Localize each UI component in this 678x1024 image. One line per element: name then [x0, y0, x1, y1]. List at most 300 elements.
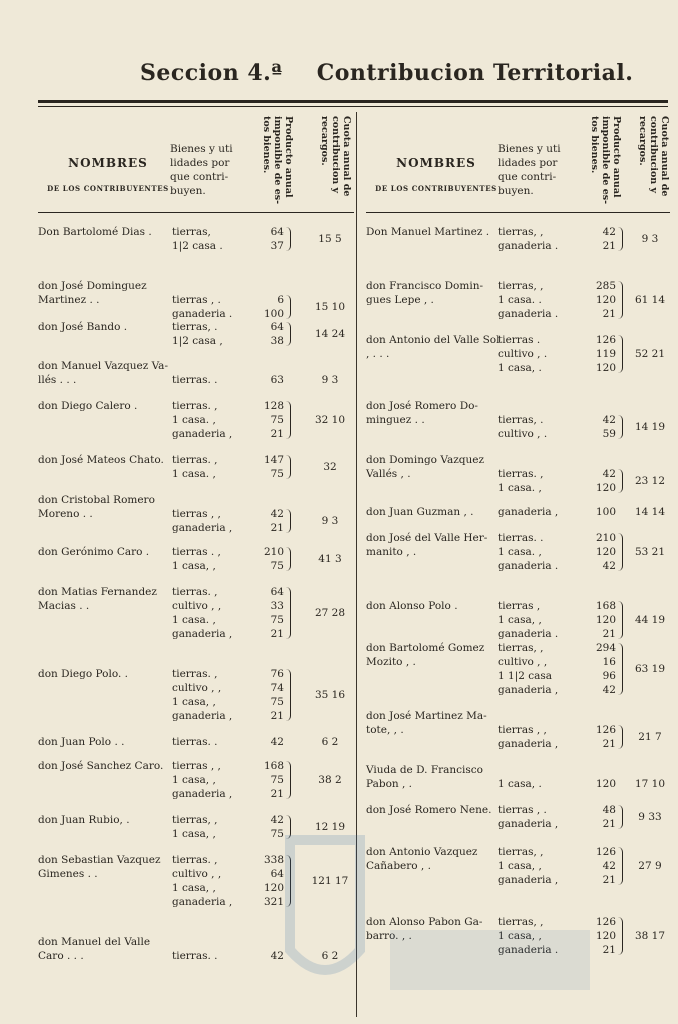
group-bracket	[618, 469, 623, 493]
bienes-item	[498, 347, 616, 361]
bienes-label: ganaderia ,	[498, 684, 559, 696]
producto-value: 21	[602, 628, 616, 640]
bienes-item	[172, 239, 284, 253]
contributor-name: don José Martinez Ma- tote, , .	[366, 710, 487, 736]
bienes-label: 1 casa, .	[498, 778, 542, 790]
bienes-item	[172, 453, 284, 467]
contributor-name: don Sebastian Vazquez Gimenes . .	[38, 854, 161, 880]
bienes-item	[172, 585, 284, 599]
bienes-label: 1 casa, ,	[498, 860, 542, 872]
bienes-item	[498, 505, 616, 519]
bienes-item	[498, 669, 616, 683]
bienes-list	[172, 507, 284, 535]
group-bracket	[618, 643, 623, 695]
bienes-label: ganaderia ,	[172, 428, 233, 440]
producto-value: 120	[263, 882, 284, 894]
bienes-item	[498, 723, 616, 737]
contributor-name: don Matias Fernandez Macias . .	[38, 586, 157, 612]
group-bracket	[286, 455, 291, 479]
cuota-value: 12 19	[314, 821, 346, 833]
cuota-value: 23 12	[634, 475, 666, 487]
contributor-name: don José Romero Nene.	[366, 804, 492, 816]
bienes-label: tierras , ,	[172, 508, 221, 520]
contributor-name: don Antonio del Valle Sol , . . .	[366, 334, 500, 360]
bienes-header: Bienes y uti lidades por que contri- buyen.	[170, 143, 233, 197]
bienes-label: ganaderia ,	[172, 522, 233, 534]
cuota-value: 41 3	[318, 553, 342, 565]
bienes-label: 1 casa, ,	[172, 560, 216, 572]
bienes-list	[172, 225, 284, 253]
bienes-list	[498, 279, 616, 321]
bienes-label: ganaderia ,	[498, 738, 559, 750]
producto-value: 75	[270, 696, 284, 708]
cuota-value: 17 10	[634, 778, 666, 790]
producto-value: 21	[602, 308, 616, 320]
cuota-value: 27 9	[638, 860, 662, 872]
bienes-label: tierras. ,	[172, 854, 218, 866]
bienes-label: tierras, ,	[498, 226, 544, 238]
bienes-list	[172, 399, 284, 441]
cuota-value: 53 21	[634, 546, 666, 558]
cuota-value: 14 24	[314, 328, 346, 340]
contributor-name: don José Mateos Chato.	[38, 454, 164, 466]
cuota-value: 14 14	[634, 506, 666, 518]
producto-value: 48	[602, 804, 616, 816]
producto-value: 75	[270, 560, 284, 572]
contributor-name: don Juan Polo . .	[38, 736, 125, 748]
producto-value: 126	[595, 846, 616, 858]
bienes-item	[498, 545, 616, 559]
bienes-item	[498, 845, 616, 859]
bienes-label: tierras, .	[172, 321, 218, 333]
bienes-item	[498, 929, 616, 943]
names-header	[366, 156, 506, 193]
bienes-list	[172, 813, 284, 841]
bienes-item	[172, 599, 284, 613]
bienes-label: cultivo , .	[498, 348, 548, 360]
bienes-header: Bienes y uti lidades por que contri- buyen.	[498, 143, 561, 197]
producto-value: 294	[595, 642, 616, 654]
bienes-label: cultivo , ,	[172, 868, 222, 880]
bienes-item	[172, 225, 284, 239]
bienes-label: tierras, ,	[172, 814, 218, 826]
bienes-label: ganaderia .	[498, 560, 559, 572]
right-column-header	[366, 112, 670, 213]
bienes-item	[172, 293, 284, 307]
bienes-item	[172, 853, 284, 867]
bienes-label: ganaderia .	[172, 308, 233, 320]
bienes-label: ganaderia ,	[498, 818, 559, 830]
left-column-header	[38, 112, 354, 213]
producto-value: 6	[277, 294, 284, 306]
bienes-item	[172, 773, 284, 787]
header-rule-thin	[38, 106, 668, 107]
cuota-value: 61 14	[634, 294, 666, 306]
producto-value: 126	[595, 334, 616, 346]
bienes-label: tierras, ,	[498, 280, 544, 292]
bienes-label: tierras. ,	[172, 400, 218, 412]
bienes-item	[498, 467, 616, 481]
bienes-label: 1 casa, ,	[172, 828, 216, 840]
producto-value: 75	[270, 468, 284, 480]
bienes-item	[172, 681, 284, 695]
cuota-value: 9 3	[321, 515, 339, 527]
bienes-label: 1 casa. .	[498, 294, 542, 306]
group-bracket	[286, 322, 291, 346]
bienes-label: 1 casa, ,	[498, 930, 542, 942]
contributor-name: don Cristobal Romero Moreno . .	[38, 494, 155, 520]
bienes-label: tierras .	[498, 334, 541, 346]
names-header-top: NOMBRES	[396, 156, 476, 170]
group-bracket	[618, 335, 623, 373]
producto-value: 120	[595, 294, 616, 306]
bienes-item	[172, 881, 284, 895]
bienes-label: ganaderia ,	[172, 628, 233, 640]
contributor-name: Don Manuel Martinez .	[366, 226, 490, 238]
bienes-label: 1 casa, .	[498, 362, 542, 374]
bienes-item	[172, 787, 284, 801]
bienes-item	[172, 667, 284, 681]
producto-value: 96	[602, 670, 616, 682]
bienes-list	[172, 949, 284, 963]
bienes-item	[498, 531, 616, 545]
bienes-label: ganaderia ,	[172, 710, 233, 722]
contributor-name: don Alonso Polo .	[366, 600, 458, 612]
group-bracket	[286, 855, 291, 907]
bienes-item	[172, 507, 284, 521]
bienes-label: 1|2 casa ,	[172, 335, 223, 347]
group-bracket	[286, 295, 291, 319]
bienes-item	[498, 803, 616, 817]
producto-value: 21	[602, 240, 616, 252]
producto-value: 42	[270, 508, 284, 520]
producto-value: 126	[595, 916, 616, 928]
bienes-list	[498, 467, 616, 495]
bienes-label: 1 casa. ,	[498, 546, 542, 558]
bienes-item	[172, 307, 284, 321]
bienes-label: tierras. .	[498, 532, 544, 544]
producto-value: 76	[270, 668, 284, 680]
bienes-label: ganaderia .	[498, 944, 559, 956]
contributor-name: don José Romero Do- minguez . .	[366, 400, 478, 426]
bienes-label: tierras , ,	[172, 760, 221, 772]
bienes-label: ganaderia .	[498, 308, 559, 320]
producto-value: 168	[595, 600, 616, 612]
bienes-label: ganaderia ,	[498, 506, 559, 518]
producto-value: 64	[270, 226, 284, 238]
contributor-name: don Alonso Pabon Ga- barro. , .	[366, 916, 483, 942]
bienes-label: tierras. ,	[172, 668, 218, 680]
producto-value: 42	[602, 560, 616, 572]
producto-value: 75	[270, 828, 284, 840]
producto-value: 21	[602, 874, 616, 886]
group-bracket	[618, 725, 623, 749]
producto-value: 42	[602, 860, 616, 872]
cuota-value: 15 5	[318, 233, 342, 245]
bienes-item	[498, 427, 616, 441]
bienes-label: 1 1|2 casa	[498, 670, 553, 682]
bienes-item	[172, 827, 284, 841]
producto-header: Producto anual imponible de es- tos bienes.	[589, 116, 622, 205]
bienes-item	[172, 759, 284, 773]
cuota-value: 6 2	[321, 950, 339, 962]
producto-value: 21	[270, 428, 284, 440]
producto-value: 120	[595, 362, 616, 374]
group-bracket	[286, 761, 291, 799]
bienes-label: 1 casa. ,	[172, 414, 216, 426]
group-bracket	[618, 601, 623, 639]
contributor-name: don Manuel del Valle Caro . . .	[38, 936, 151, 962]
bienes-list	[172, 320, 284, 348]
bienes-item	[172, 613, 284, 627]
producto-value: 168	[263, 760, 284, 772]
producto-value: 63	[270, 374, 284, 386]
bienes-list	[172, 293, 284, 321]
producto-value: 75	[270, 614, 284, 626]
bienes-item	[172, 399, 284, 413]
cuota-value: 121 17	[311, 875, 349, 887]
header-rule-thick	[38, 100, 668, 103]
producto-value: 42	[270, 950, 284, 962]
producto-value: 21	[602, 944, 616, 956]
bienes-label: cultivo , .	[498, 428, 548, 440]
producto-value: 126	[595, 724, 616, 736]
group-bracket	[286, 587, 291, 639]
producto-value: 210	[595, 532, 616, 544]
producto-value: 321	[263, 896, 284, 908]
bienes-list	[498, 803, 616, 831]
cuota-value: 63 19	[634, 663, 666, 675]
contributor-name: don José del Valle Her- manito , .	[366, 532, 488, 558]
bienes-item	[172, 545, 284, 559]
bienes-list	[172, 545, 284, 573]
bienes-label: cultivo , ,	[172, 600, 222, 612]
bienes-list	[172, 667, 284, 723]
bienes-item	[498, 943, 616, 957]
bienes-item	[498, 817, 616, 831]
producto-value: 120	[595, 482, 616, 494]
group-bracket	[618, 847, 623, 885]
bienes-label: tierras ,	[498, 600, 541, 612]
bienes-list	[498, 845, 616, 887]
bienes-item	[498, 627, 616, 641]
producto-value: 33	[270, 600, 284, 612]
producto-value: 21	[602, 818, 616, 830]
contributor-name: don Juan Rubio, .	[38, 814, 130, 826]
bienes-item	[498, 293, 616, 307]
bienes-item	[172, 373, 284, 387]
producto-value: 147	[263, 454, 284, 466]
cuota-value: 52 21	[634, 348, 666, 360]
bienes-label: 1 casa, ,	[498, 614, 542, 626]
producto-value: 120	[595, 546, 616, 558]
bienes-item	[498, 333, 616, 347]
group-bracket	[618, 805, 623, 829]
bienes-item	[498, 225, 616, 239]
bienes-item	[498, 361, 616, 375]
bienes-item	[498, 777, 616, 791]
cuota-value: 32 10	[314, 414, 346, 426]
bienes-label: 1 casa. ,	[498, 482, 542, 494]
producto-value: 21	[270, 788, 284, 800]
bienes-label: ganaderia ,	[172, 896, 233, 908]
cuota-value: 9 3	[321, 374, 339, 386]
bienes-list	[172, 735, 284, 749]
producto-value: 21	[270, 522, 284, 534]
bienes-label: 1 casa. ,	[172, 614, 216, 626]
cuota-value: 27 28	[314, 607, 346, 619]
bienes-label: cultivo , ,	[172, 682, 222, 694]
producto-value: 285	[595, 280, 616, 292]
bienes-label: tierras. ,	[172, 586, 218, 598]
bienes-item	[172, 813, 284, 827]
group-bracket	[286, 227, 291, 251]
bienes-item	[498, 239, 616, 253]
bienes-item	[498, 613, 616, 627]
bienes-item	[498, 655, 616, 669]
bienes-item	[172, 695, 284, 709]
bienes-list	[498, 505, 616, 519]
cuota-header: Cuota anual de contribucion y recargos.	[319, 116, 352, 197]
contributor-name: don Antonio Vazquez Cañabero , .	[366, 846, 478, 872]
bienes-item	[172, 735, 284, 749]
cuota-value: 21 7	[638, 731, 662, 743]
cuota-value: 32	[323, 461, 337, 473]
producto-value: 120	[595, 614, 616, 626]
cuota-value: 38 2	[318, 774, 342, 786]
bienes-item	[498, 915, 616, 929]
cuota-value: 9 33	[638, 811, 662, 823]
producto-header: Producto anual imponible de es- tos bienes.	[261, 116, 294, 205]
cuota-value: 38 17	[634, 930, 666, 942]
producto-value: 128	[263, 400, 284, 412]
bienes-label: ganaderia .	[498, 628, 559, 640]
bienes-item	[172, 867, 284, 881]
contributor-name: don Diego Calero .	[38, 400, 138, 412]
bienes-label: tierras. ,	[498, 468, 544, 480]
bienes-item	[498, 279, 616, 293]
bienes-list	[498, 599, 616, 641]
cuota-value: 6 2	[321, 736, 339, 748]
bienes-list	[498, 777, 616, 791]
bienes-label: 1 casa, ,	[172, 696, 216, 708]
producto-value: 120	[595, 778, 616, 790]
cuota-value: 35 16	[314, 689, 346, 701]
contributor-name: don José Bando .	[38, 321, 128, 333]
bienes-item	[498, 481, 616, 495]
producto-value: 120	[595, 930, 616, 942]
bienes-list	[498, 915, 616, 957]
bienes-item	[172, 413, 284, 427]
section-number: Seccion 4.ª	[140, 60, 283, 86]
producto-value: 42	[602, 226, 616, 238]
left-column	[38, 112, 354, 962]
contributor-name: Don Bartolomé Dias .	[38, 226, 152, 238]
bienes-list	[172, 759, 284, 801]
bienes-list	[172, 853, 284, 909]
bienes-label: tierras, ,	[498, 642, 544, 654]
bienes-item	[172, 521, 284, 535]
producto-value: 75	[270, 414, 284, 426]
bienes-label: tierras, .	[498, 414, 544, 426]
bienes-label: ganaderia .	[498, 240, 559, 252]
producto-value: 210	[263, 546, 284, 558]
bienes-list	[172, 373, 284, 387]
producto-value: 75	[270, 774, 284, 786]
group-bracket	[286, 815, 291, 839]
group-bracket	[286, 669, 291, 721]
bienes-label: tierras. ,	[172, 454, 218, 466]
bienes-list	[172, 585, 284, 641]
group-bracket	[286, 509, 291, 533]
bienes-label: tierras , .	[172, 294, 221, 306]
names-header	[38, 156, 178, 193]
producto-value: 42	[602, 468, 616, 480]
producto-value: 74	[270, 682, 284, 694]
bienes-label: tierras,	[172, 226, 211, 238]
bienes-item	[172, 427, 284, 441]
bienes-item	[172, 320, 284, 334]
contributor-name: Viuda de D. Francisco Pabon , .	[366, 764, 483, 790]
producto-value: 64	[270, 868, 284, 880]
bienes-item	[172, 334, 284, 348]
names-header-bottom: DE LOS CONTRIBUYENTES	[47, 184, 169, 193]
bienes-label: tierras. .	[172, 736, 218, 748]
bienes-item	[498, 413, 616, 427]
bienes-list	[498, 225, 616, 253]
contributor-name: don José Dominguez Martinez . .	[38, 280, 147, 306]
bienes-item	[498, 737, 616, 751]
contributor-name: don José Sanchez Caro.	[38, 760, 164, 772]
bienes-label: tierras , ,	[498, 724, 547, 736]
bienes-item	[498, 599, 616, 613]
page-title	[140, 60, 633, 86]
right-column	[366, 112, 670, 956]
bienes-list	[498, 531, 616, 573]
bienes-item	[498, 559, 616, 573]
contributor-name: don Francisco Domin- gues Lepe , .	[366, 280, 484, 306]
bienes-item	[498, 683, 616, 697]
producto-value: 100	[595, 506, 616, 518]
section-title: Contribucion Territorial.	[316, 60, 634, 86]
names-header-bottom: DE LOS CONTRIBUYENTES	[375, 184, 497, 193]
producto-value: 16	[602, 656, 616, 668]
bienes-list	[498, 333, 616, 375]
group-bracket	[618, 917, 623, 955]
group-bracket	[286, 401, 291, 439]
bienes-item	[172, 709, 284, 723]
bienes-item	[172, 949, 284, 963]
producto-value: 64	[270, 586, 284, 598]
bienes-list	[172, 453, 284, 481]
producto-value: 42	[270, 814, 284, 826]
bienes-list	[498, 723, 616, 751]
producto-value: 42	[602, 414, 616, 426]
producto-value: 42	[602, 684, 616, 696]
cuota-value: 9 3	[641, 233, 659, 245]
group-bracket	[618, 415, 623, 439]
bienes-label: 1 casa, ,	[172, 774, 216, 786]
producto-value: 21	[602, 738, 616, 750]
bienes-item	[498, 873, 616, 887]
bienes-label: 1 casa, ,	[172, 882, 216, 894]
contributor-name: don Juan Guzman , .	[366, 506, 474, 518]
group-bracket	[618, 281, 623, 319]
producto-value: 100	[263, 308, 284, 320]
producto-value: 21	[270, 628, 284, 640]
group-bracket	[618, 227, 623, 251]
bienes-item	[172, 627, 284, 641]
